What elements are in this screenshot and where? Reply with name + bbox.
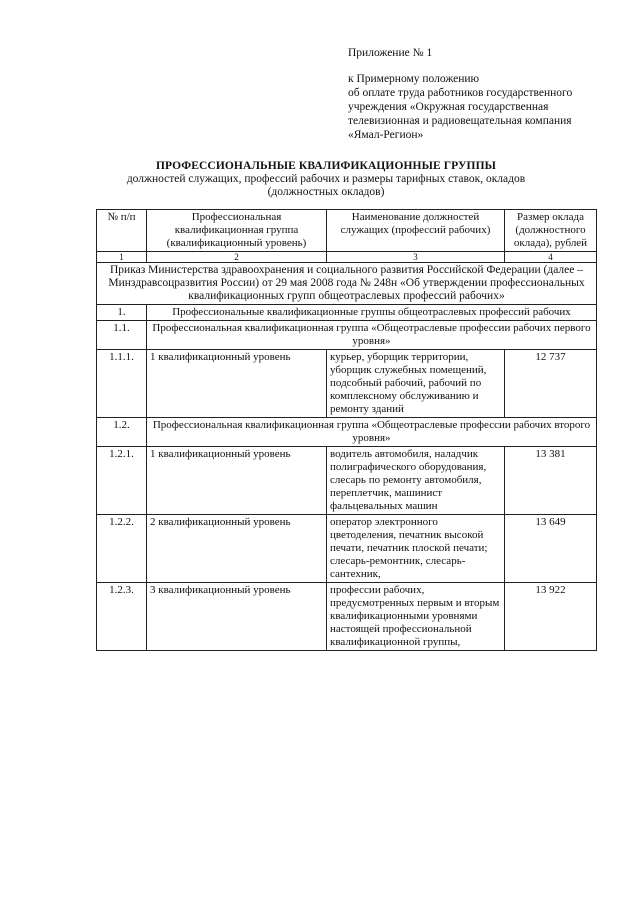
appendix-number: Приложение № 1 bbox=[348, 47, 433, 59]
row-number: 1.1.1. bbox=[97, 350, 147, 418]
appendix-line: к Примерному положению bbox=[348, 73, 480, 85]
row-number: 1.2.3. bbox=[97, 583, 147, 651]
group-row bbox=[97, 321, 597, 350]
table-row bbox=[97, 583, 597, 651]
row-names: оператор электронного цветоделения, печатник высокой печати, печатник плоской печати; слесарь-ремонтник, слесарь-сантехник, bbox=[327, 515, 505, 583]
row-number: 1.2.2. bbox=[97, 515, 147, 583]
table-row bbox=[97, 350, 597, 418]
appendix-line: учреждения «Окружная государственная bbox=[348, 101, 549, 113]
header-number: № п/п bbox=[97, 210, 147, 252]
row-names: профессии рабочих, предусмотренных первым и вторым квалификационными уровнями настоящей профессиональной квалификационной группы, bbox=[327, 583, 505, 651]
group-row bbox=[97, 305, 597, 321]
title-sub: должностей служащих, профессий рабочих и размеры тарифных ставок, окладов bbox=[126, 173, 526, 185]
appendix-line: «Ямал-Регион» bbox=[348, 129, 424, 141]
row-level: 1 квалификационный уровень bbox=[147, 350, 327, 418]
colnum: 4 bbox=[505, 252, 597, 263]
row-level: 1 квалификационный уровень bbox=[147, 447, 327, 515]
appendix-line: об оплате труда работников государственного bbox=[348, 87, 573, 99]
appendix-line: телевизионная и радиовещательная компания bbox=[348, 115, 572, 127]
header-salary: Размер оклада (должностного оклада), рублей bbox=[505, 210, 597, 252]
group-text: Профессиональная квалификационная группа «Общеотраслевые профессии рабочих второго уровня» bbox=[147, 418, 597, 447]
row-number: 1.2.1. bbox=[97, 447, 147, 515]
colnum: 2 bbox=[147, 252, 327, 263]
row-level: 3 квалификационный уровень bbox=[147, 583, 327, 651]
row-number: 1. bbox=[97, 305, 147, 321]
row-names: курьер, уборщик территории, уборщик служебных помещений, подсобный рабочий, рабочий по комплексному обслуживанию и ремонту зданий bbox=[327, 350, 505, 418]
table-row bbox=[97, 447, 597, 515]
colnum: 3 bbox=[327, 252, 505, 263]
header-names: Наименование должностей служащих (профессий рабочих) bbox=[327, 210, 505, 252]
row-salary: 13 381 bbox=[505, 447, 597, 515]
column-number-row bbox=[97, 252, 597, 263]
row-level: 2 квалификационный уровень bbox=[147, 515, 327, 583]
row-number: 1.2. bbox=[97, 418, 147, 447]
group-row bbox=[97, 418, 597, 447]
title-main: ПРОФЕССИОНАЛЬНЫЕ КВАЛИФИКАЦИОННЫЕ ГРУППЫ bbox=[155, 160, 497, 172]
order-text: Приказ Министерства здравоохранения и социального развития Российской Федерации (далее – Минздравсоцразвития России) от 29 мая 2008 года № 248н «Об утверждении профессиональных квалификационных групп общеотраслевых профессий рабочих» bbox=[97, 263, 597, 305]
row-names: водитель автомобиля, наладчик полиграфического оборудования, слесарь по ремонту автомобиля, переплетчик, машинист фальцевальных машин bbox=[327, 447, 505, 515]
document-title bbox=[96, 160, 556, 199]
group-text: Профессиональные квалификационные группы общеотраслевых профессий рабочих bbox=[147, 305, 597, 321]
row-number: 1.1. bbox=[97, 321, 147, 350]
colnum: 1 bbox=[97, 252, 147, 263]
appendix-block bbox=[348, 46, 618, 142]
row-salary: 13 922 bbox=[505, 583, 597, 651]
header-group: Профессиональная квалификационная группа (квалификационный уровень) bbox=[147, 210, 327, 252]
qualification-table bbox=[96, 209, 597, 651]
row-salary: 12 737 bbox=[505, 350, 597, 418]
row-salary: 13 649 bbox=[505, 515, 597, 583]
table-header-row bbox=[97, 210, 597, 252]
group-text: Профессиональная квалификационная группа «Общеотраслевые профессии рабочих первого уровня» bbox=[147, 321, 597, 350]
table-row bbox=[97, 515, 597, 583]
title-sub: (должностных окладов) bbox=[267, 186, 385, 198]
order-row bbox=[97, 263, 597, 305]
